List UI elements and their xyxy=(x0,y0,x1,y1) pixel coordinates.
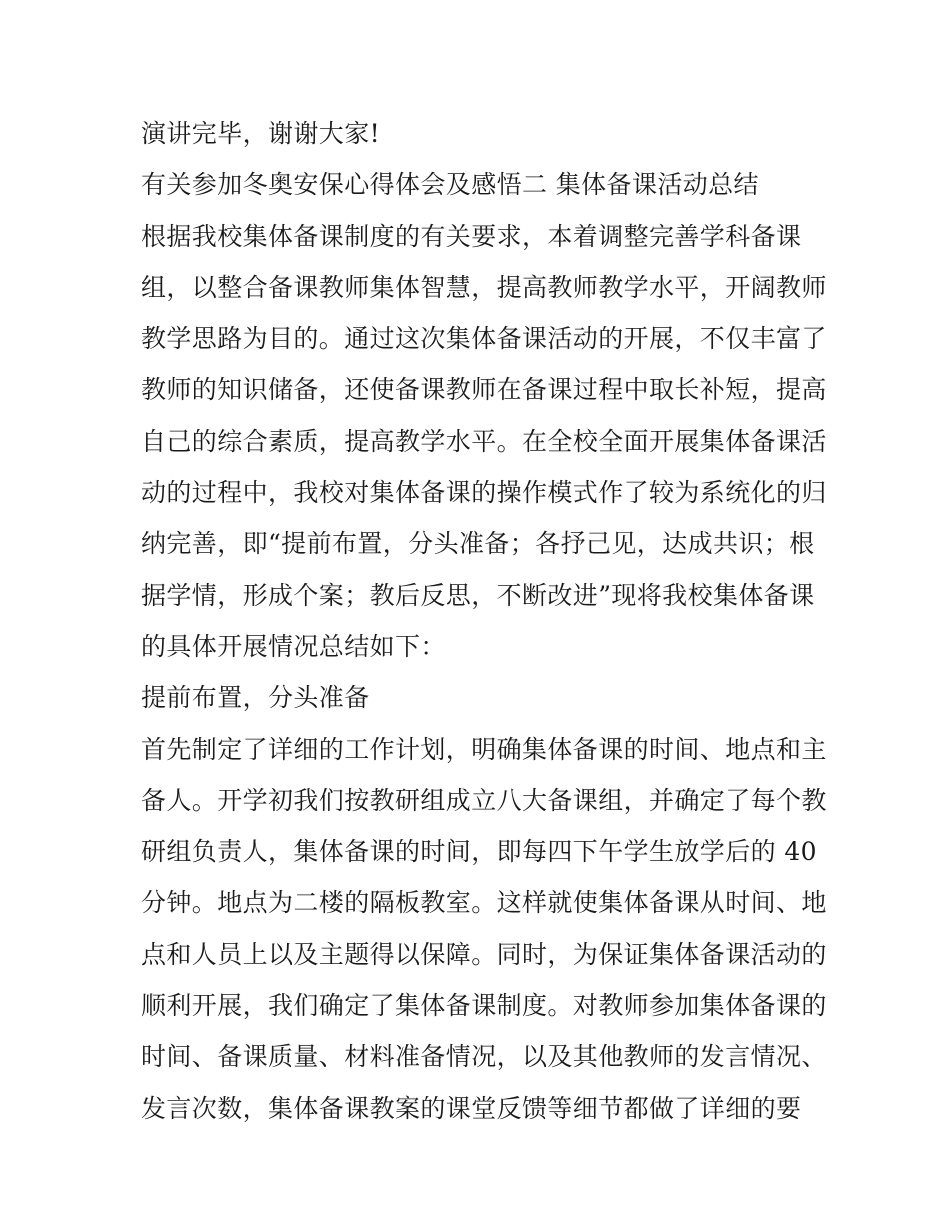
paragraph-line: 发言次数，集体备课教案的课堂反馈等细节都做了详细的要 xyxy=(141,1093,802,1123)
paragraph-line: 教师的知识储备，还使备课教师在备课过程中取长补短，提高 xyxy=(141,375,827,405)
paragraph-line: 动的过程中，我校对集体备课的操作模式作了较为系统化的归 xyxy=(141,478,827,508)
paragraph-line: 纳完善，即“提前布置，分头准备；各抒己见，达成共识；根 xyxy=(141,529,815,559)
paragraph-line: 点和人员上以及主题得以保障。同时，为保证集体备课活动的 xyxy=(141,939,827,969)
paragraph-line: 备人。开学初我们按教研组成立八大备课组，并确定了每个教 xyxy=(141,785,827,815)
paragraph-line: 组，以整合备课教师集体智慧，提高教师教学水平，开阔教师 xyxy=(141,272,827,302)
paragraph-line: 顺利开展，我们确定了集体备课制度。对教师参加集体备课的 xyxy=(141,991,827,1021)
paragraph-line: 时间、备课质量、材料准备情况，以及其他教师的发言情况、 xyxy=(141,1042,827,1072)
paragraph-line: 的具体开展情况总结如下： xyxy=(141,631,446,661)
paragraph-line: 教学思路为目的。通过这次集体备课活动的开展，不仅丰富了 xyxy=(141,324,827,354)
paragraph-line: 根据我校集体备课制度的有关要求，本着调整完善学科备课 xyxy=(141,221,802,251)
paragraph-line: 自己的综合素质，提高教学水平。在全校全面开展集体备课活 xyxy=(141,426,827,456)
subheading: 提前布置，分头准备 xyxy=(141,683,370,713)
paragraph-line: 分钟。地点为二楼的隔板教室。这样就使集体备课从时间、地 xyxy=(141,888,827,918)
section-heading: 有关参加冬奥安保心得体会及感悟二 集体备课活动总结 xyxy=(141,170,759,200)
paragraph-line: 首先制定了详细的工作计划，明确集体备课的时间、地点和主 xyxy=(141,734,827,764)
paragraph-line: 研组负责人，集体备课的时间，即每四下午学生放学后的 40 xyxy=(141,837,817,867)
document-body xyxy=(141,108,827,1134)
paragraph-line: 据学情，形成个案；教后反思，不断改进”现将我校集体备课 xyxy=(141,580,815,610)
closing-line: 演讲完毕，谢谢大家! xyxy=(141,119,381,148)
